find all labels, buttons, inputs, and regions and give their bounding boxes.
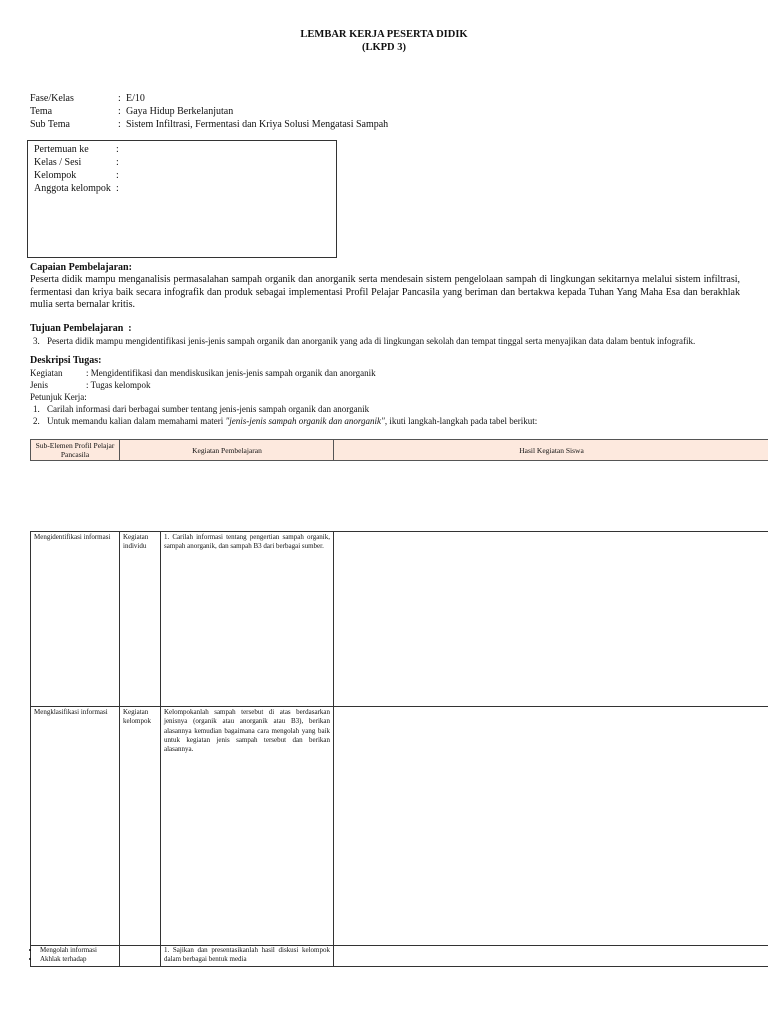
tujuan-heading-text: Tujuan Pembelajaran — [30, 323, 124, 334]
kegiatan-label: Kegiatan — [30, 368, 63, 378]
row-2-hasil[interactable] — [334, 708, 768, 944]
row-3-elemen — [32, 946, 118, 965]
meta-value: Sistem Infiltrasi, Fermentasi dan Kriya Solusi Mengatasi Sampah — [126, 119, 389, 130]
identity-label: Pertemuan ke — [34, 144, 89, 155]
meta-label: Tema — [30, 106, 53, 117]
table-header — [30, 439, 768, 461]
identity-box — [27, 140, 337, 258]
step-1-text: Carilah informasi dari berbagai sumber tentang jenis-jenis sampah organik dan anorganik — [47, 404, 370, 414]
step-2-post: , ikuti langkah-langkah pada tabel berikut: — [384, 416, 538, 426]
identity-row-kelas — [34, 157, 119, 168]
identity-colon: : — [116, 144, 119, 155]
identity-row-kelompok — [34, 170, 119, 181]
table-row-divider — [31, 706, 768, 707]
meta-value: Gaya Hidup Berkelanjutan — [126, 106, 234, 117]
meta-label: Fase/Kelas — [30, 93, 74, 104]
row-2-langkah: Kelompokanlah sampah tersebut di atas berdasarkan jenisnya (organik atau anorganik atau B3), berikan alasannya kemudian bagaimana cara mengolah yang baik untuk kegiatan jenis sampah tersebut dan berikan alasannya. — [164, 708, 330, 754]
capaian-heading: Capaian Pembelajaran: — [30, 262, 132, 273]
step-2-text — [47, 416, 537, 426]
step-2-number: 2. — [33, 416, 40, 426]
row-3-bullet: • Mengolah informasi — [40, 946, 118, 955]
jenis-label: Jenis — [30, 380, 48, 390]
row-1-langkah: 1. Carilah informasi tentang pengertian sampah organik, sampah anorganik, dan sampah B3 dari berbagai sumber. — [164, 533, 330, 551]
row-3-bullet: • Akhlak terhadap — [40, 955, 118, 964]
step-1-number: 1. — [33, 404, 40, 414]
deskripsi-heading: Deskripsi Tugas: — [30, 355, 102, 366]
row-3-hasil[interactable] — [334, 946, 768, 966]
activity-table — [30, 531, 768, 967]
identity-label: Kelas / Sesi — [34, 157, 82, 168]
meta-value: E/10 — [126, 93, 145, 104]
tujuan-item-number: 3. — [33, 336, 40, 346]
meta-colon: : — [118, 93, 121, 104]
identity-label: Anggota kelompok — [34, 183, 111, 194]
identity-row-anggota — [34, 183, 119, 194]
capaian-text: Peserta didik mampu menganalisis permasalahan sampah organik dan anorganik serta mendesain sistem pengelolaan sampah di lingkungan sekitarnya melalui sistem infiltrasi, fermentasi dan kriya baik secara infografik dan produk sebagai implementasi Profil Pelajar Pancasila yang beriman dan bertakwa kepada Tuhan Yang Maha Esa dan berakhlak mulia serta bernalar kritis. — [30, 274, 740, 310]
identity-row-pertemuan — [34, 144, 119, 155]
row-3-langkah: 1. Sajikan dan presentasikanlah hasil diskusi kelompok dalam berbagai bentuk media — [164, 946, 330, 964]
petunjuk-label: Petunjuk Kerja: — [30, 392, 87, 402]
page-title: LEMBAR KERJA PESERTA DIDIK — [300, 29, 468, 40]
tujuan-item-text: Peserta didik mampu mengidentifikasi jenis-jenis sampah organik dan anorganik yang ada di lingkungan sekolah dan tempat tinggal serta menyajikan data dalam bentuk infografik. — [47, 336, 696, 346]
header-col-hasil: Hasil Kegiatan Siswa — [333, 440, 768, 460]
meta-label: Sub Tema — [30, 119, 70, 130]
step-2-italic: "jenis-jenis sampah organik dan anorganik" — [225, 416, 385, 426]
page-subtitle: (LKPD 3) — [361, 42, 407, 53]
jenis-value: : Tugas kelompok — [86, 380, 151, 390]
kegiatan-value: : Mengidentifikasi dan mendiskusikan jenis-jenis sampah organik dan anorganik — [86, 368, 376, 378]
header-col-kegiatan: Kegiatan Pembelajaran — [119, 440, 334, 460]
identity-colon: : — [116, 170, 119, 181]
identity-label: Kelompok — [34, 170, 77, 181]
row-2-elemen: Mengklasifikasi informasi — [34, 708, 108, 716]
identity-colon: : — [116, 157, 119, 168]
tujuan-heading: Tujuan Pembelajaran : — [30, 323, 132, 334]
row-2-kegiatan: Kegiatan kelompok — [123, 708, 151, 726]
row-1-hasil[interactable] — [334, 533, 768, 705]
header-col-elemen: Sub-Elemen Profil Pelajar Pancasila — [35, 441, 115, 459]
identity-colon: : — [116, 183, 119, 194]
table-divider — [160, 532, 161, 966]
row-1-elemen: Mengidentifikasi informasi — [34, 533, 111, 541]
meta-colon: : — [118, 119, 121, 130]
row-1-kegiatan: Kegiatan individu — [123, 533, 149, 551]
meta-colon: : — [118, 106, 121, 117]
step-2-pre: Untuk memandu kalian dalam memahami materi — [47, 416, 224, 426]
table-divider — [119, 532, 120, 966]
